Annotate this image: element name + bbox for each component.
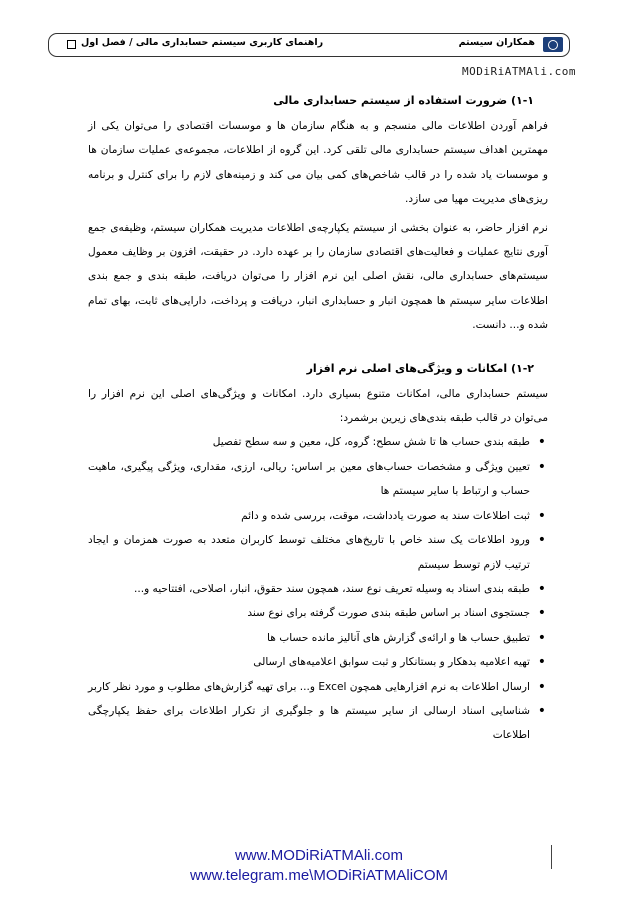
- footer-website-link[interactable]: www.MODiRiATMAli.com: [234, 847, 404, 864]
- section-2-heading: ۱-۲) امکانات و ویژگی‌های اصلی نرم افزار: [306, 361, 534, 375]
- list-item: • طبقه بندی اسناد به وسیله تعریف نوع سند، همچون سند حقوق، انبار، اصلاحی، افتتاحیه و...: [88, 577, 530, 601]
- features-list: [88, 430, 548, 747]
- header-title: راهنمای کاربری سیستم حسابداری مالی / فصل اول: [81, 37, 324, 48]
- section-2-intro: سیستم حسابداری مالی، امکانات متنوع بسیاری دارد. امکانات و ویژگی‌های اصلی این نرم افزار را می‌توان در قالب طبقه بندی‌های زیرین برشمرد:: [88, 387, 548, 425]
- document-body: [88, 88, 548, 748]
- site-label: MODiRiATMAli.com: [462, 65, 576, 78]
- list-item: • تطبیق حساب ها و ارائه‌ی گزارش های آنالیز مانده حساب ها: [88, 626, 530, 650]
- page-footer: [0, 846, 638, 886]
- list-item: • تهیه اعلامیه بدهکار و بستانکار و ثبت سوابق اعلامیه‌های ارسالی: [88, 650, 530, 674]
- header-brand: همکاران سیستم: [458, 37, 535, 48]
- list-item: • جستجوی اسناد بر اساس طبقه بندی صورت گرفته برای نوع سند: [88, 601, 530, 625]
- section-1-paragraph-1: فراهم آوردن اطلاعات مالی منسجم و به هنگام سازمان ها و موسسات اقتصادی را می‌توان یکی از مهمترین اهداف سیستم حسابداری مالی تلقی کرد. این گروه از اطلاعات، مجموعه‌ی عملیات سازمان ها و موسسات یاد شده را در قالب شاخص‌های کمی بیان می کند و زمینه‌های لازم را برای کنترل و برنامه ریزی‌های مدیریت مهیا می سازد.: [88, 120, 548, 206]
- square-bullet-icon: [67, 40, 76, 49]
- list-item: • تعیین ویژگی و مشخصات حساب‌های معین بر اساس: ریالی، ارزی، مقداری، ویژگی پیگیری، ماهیت حساب و ارتباط با سایر سیستم ها: [88, 455, 530, 504]
- footer-telegram-link[interactable]: www.telegram.me\MODiRiATMAliCOM: [189, 867, 449, 884]
- list-item: • شناسایی اسناد ارسالی از سایر سیستم ها و جلوگیری از تکرار اطلاعات برای حفظ یکپارچگی اطلاعات: [88, 699, 530, 748]
- list-item: • طبقه بندی حساب ها تا شش سطح: گروه، کل، معین و سه سطح تفصیل: [88, 430, 530, 454]
- list-item: • ارسال اطلاعات به نرم افزارهایی همچون Excel و... برای تهیه گزارش‌های مطلوب و مورد نظر کاربر: [88, 675, 530, 699]
- page-header: [48, 33, 570, 57]
- list-item: • ثبت اطلاعات سند به صورت یادداشت، موقت، بررسی شده و دائم: [88, 504, 530, 528]
- section-1-heading: ۱-۱) ضرورت استفاده از سیستم حسابداری مالی: [273, 94, 534, 107]
- company-logo-icon: [543, 37, 563, 52]
- section-1-paragraph-2: نرم افزار حاضر، به عنوان بخشی از سیستم یکپارچه‌ی اطلاعات مدیریت همکاران سیستم، وظیفه‌ی جمع آوری نتایج عملیات و فعالیت‌های اقتصادی سازمان را بر عهده دارد. در حقیقت، افزون بر وظایف معمول سیستم‌های حسابداری مالی، نقش اصلی این نرم افزار را می‌توان دریافت، طبقه بندی و جمع بندی اطلاعات سایر سیستم ها همچون انبار و حسابداری انبار، دریافت و پرداخت، دارایی‌های ثابت، بهای تمام شده و... دانست.: [88, 221, 548, 332]
- list-item: • ورود اطلاعات یک سند خاص با تاریخ‌های مختلف توسط کاربران متعدد به صورت همزمان و ایجاد ترتیب لازم توسط سیستم: [88, 528, 530, 577]
